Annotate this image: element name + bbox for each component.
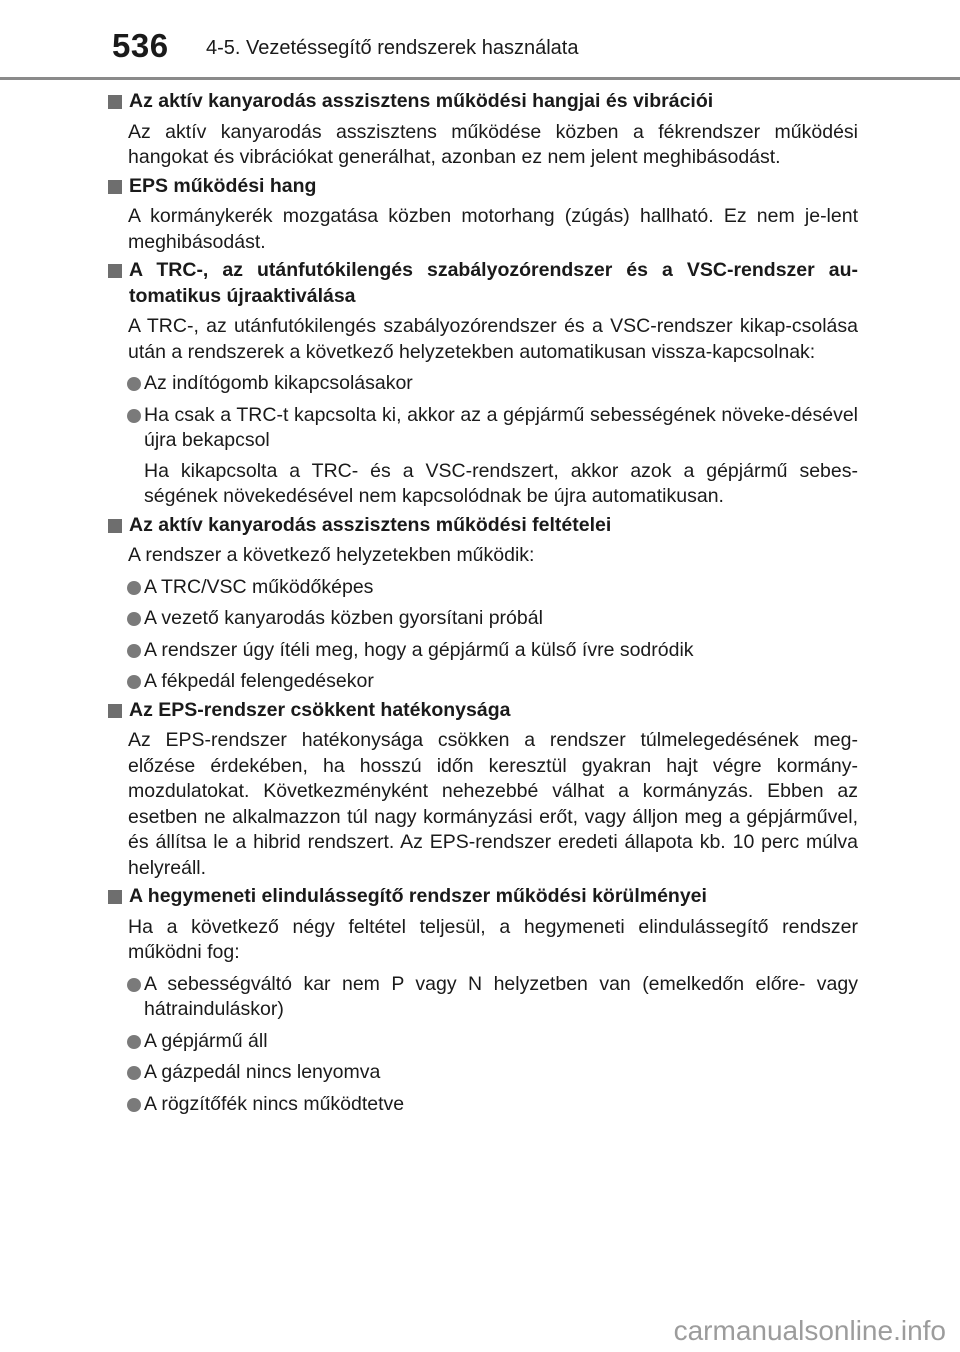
- section-title-text: Az aktív kanyarodás asszisztens működési feltételei: [129, 513, 612, 536]
- paragraph: A kormánykerék mozgatása közben motorhang (zúgás) hallható. Ez nem je-lent meghibásodást.: [128, 205, 858, 253]
- list-item: [106, 606, 858, 632]
- list-item: [106, 575, 858, 601]
- section-title-text: Az aktív kanyarodás asszisztens működési hangjai és vibrációi: [129, 90, 714, 112]
- list-item-text: A gázpedál nincs lenyomva: [144, 1061, 381, 1083]
- section-title: [106, 513, 858, 539]
- list-item: [106, 1060, 858, 1086]
- list-item-text: A vezető kanyarodás közben gyorsítani próbál: [144, 607, 543, 629]
- section-cornering-conditions: [106, 513, 858, 695]
- list-item: [106, 1092, 858, 1118]
- circle-bullet-icon: [127, 1098, 141, 1112]
- section-title: [106, 89, 858, 115]
- section-hill-start: [106, 884, 858, 1117]
- list-item-text: A TRC/VSC működőképes: [144, 575, 374, 598]
- square-bullet-icon: [108, 264, 122, 278]
- list-item-text: Az indítógomb kikapcsolásakor: [144, 372, 413, 394]
- paragraph: A TRC-, az utánfutókilengés szabályozórendszer és a VSC-rendszer kikap-csolása után a rendszerek a következő helyzetekben automatikusan vissza-kapcsolnak:: [128, 315, 858, 363]
- paragraph: Az EPS-rendszer hatékonysága csökken a rendszer túlmelegedésének meg-előzése érdekében, ha hosszú időn keresztül gyakran hajt végre kormány-mozdulatokat. Következményként nehezebbé válhat a kormányzás. Ebben az esetben ne alkalmazzon túl nagy kormányzási erőt, vagy álljon meg a gépjárművel, és állítsa le a hibrid rendszert. Az EPS-rendszer eredeti állapota kb. 10 perc múlva helyreáll.: [128, 729, 858, 879]
- section-title-text: EPS működési hang: [129, 174, 317, 197]
- circle-bullet-icon: [127, 377, 141, 391]
- square-bullet-icon: [108, 180, 122, 194]
- square-bullet-icon: [108, 890, 122, 904]
- section-title-text: Az EPS-rendszer csökkent hatékonysága: [129, 698, 511, 721]
- section-title-text: A TRC-, az utánfutókilengés szabályozórendszer és a VSC-rendszer au-tomatikus újraaktiválása: [129, 259, 858, 307]
- section-title: [106, 258, 858, 309]
- paragraph: Az aktív kanyarodás asszisztens működése közben a fékrendszer működési hangokat és vibrációkat generálhat, azonban ez nem jelent meghibásodást.: [128, 120, 858, 168]
- list-item-text: A rögzítőfék nincs működtetve: [144, 1092, 405, 1115]
- section-trc-reactivation: [106, 258, 858, 510]
- paragraph: A rendszer a következő helyzetekben működik:: [128, 544, 535, 566]
- circle-bullet-icon: [127, 644, 141, 658]
- list-item: [106, 1029, 858, 1055]
- chapter-title: 4-5. Vezetéssegítő rendszerek használata: [206, 37, 579, 59]
- square-bullet-icon: [108, 519, 122, 533]
- square-bullet-icon: [108, 704, 122, 718]
- list-item: [106, 669, 858, 695]
- page-header: [0, 0, 960, 80]
- section-eps-reduced: [106, 698, 858, 882]
- section-cornering-sounds: [106, 89, 858, 171]
- list-item-text: A sebességváltó kar nem P vagy N helyzetben van (emelkedőn előre- vagy hátrainduláskor): [144, 972, 858, 1020]
- square-bullet-icon: [108, 95, 122, 109]
- list-item-text: A fékpedál felengedésekor: [144, 670, 374, 692]
- circle-bullet-icon: [127, 1035, 141, 1049]
- list-item-note: Ha kikapcsolta a TRC- és a VSC-rendszert, akkor azok a gépjármű sebes-ségének növekedésével nem kapcsolódnak be újra automatikusan.: [144, 459, 858, 507]
- circle-bullet-icon: [127, 612, 141, 626]
- list-item-text: A gépjármű áll: [144, 1029, 268, 1052]
- page-number: 536: [112, 27, 169, 64]
- header-divider: [0, 77, 960, 80]
- circle-bullet-icon: [127, 409, 141, 423]
- section-title: [106, 884, 858, 910]
- section-eps-sound: [106, 174, 858, 256]
- list-item: [106, 638, 858, 664]
- watermark: carmanualsonline.info: [673, 1315, 946, 1346]
- section-title: [106, 698, 858, 724]
- list-item: [106, 972, 858, 1023]
- list-item: [106, 371, 858, 397]
- section-title: [106, 174, 858, 200]
- section-title-text: A hegymeneti elindulássegítő rendszer működési körülményei: [129, 885, 707, 907]
- circle-bullet-icon: [127, 1066, 141, 1080]
- list-item-text: A rendszer úgy ítéli meg, hogy a gépjármű a külső ívre sodródik: [144, 638, 694, 661]
- paragraph: Ha a következő négy feltétel teljesül, a hegymeneti elindulássegítő rendszer működni fog:: [128, 915, 858, 963]
- circle-bullet-icon: [127, 675, 141, 689]
- circle-bullet-icon: [127, 581, 141, 595]
- list-item-text: Ha csak a TRC-t kapcsolta ki, akkor az a gépjármű sebességének növeke-désével újra bekapcsol: [144, 403, 858, 451]
- list-item: [106, 403, 858, 454]
- page-content: [106, 89, 858, 1120]
- circle-bullet-icon: [127, 978, 141, 992]
